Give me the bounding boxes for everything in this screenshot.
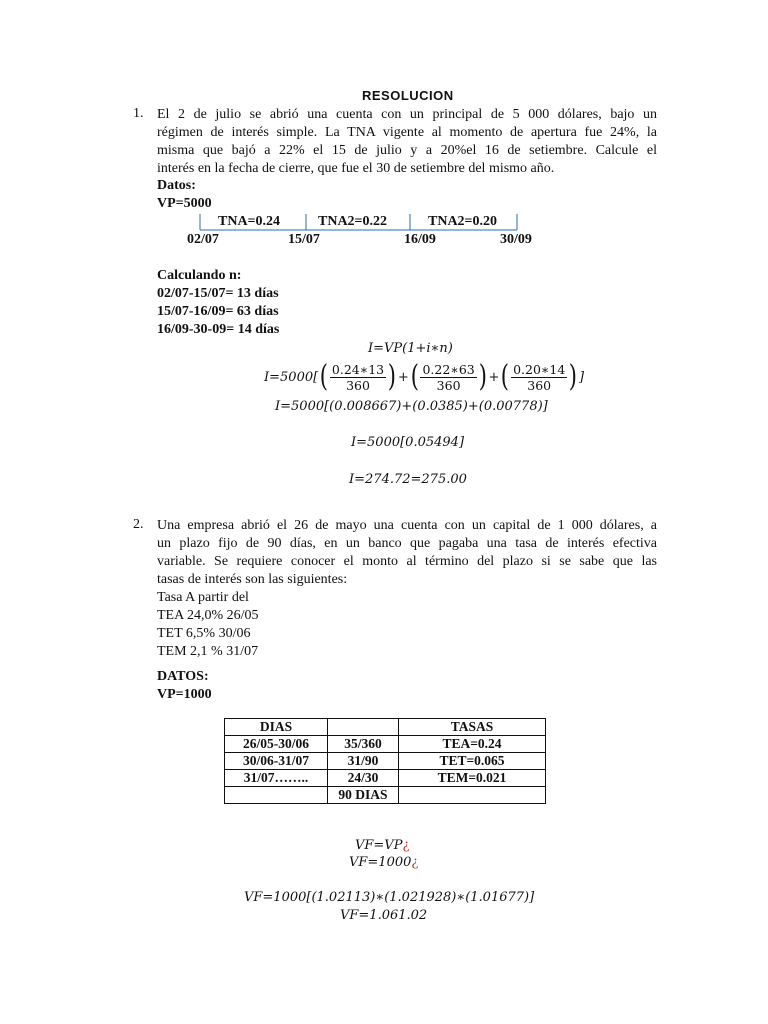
formula-text: VF=1000 — [349, 855, 412, 870]
table-row — [225, 787, 546, 804]
problem-2-number: 2. — [133, 517, 144, 532]
fraction — [511, 362, 567, 393]
problem-1-line: interés en la fecha de cierre, que fue el 30 de setiembre del mismo año. — [157, 161, 555, 176]
table-cell: 31/90 — [328, 753, 399, 770]
timeline-date: 02/07 — [187, 232, 219, 247]
table-cell: 30/06-31/07 — [225, 753, 328, 770]
formula-interest-product: I=5000[0.05494] — [351, 435, 465, 450]
table-cell: 31/07…….. — [225, 770, 328, 787]
problem-1-line: misma que bajó a 22% el 15 de julio y a 20%el 16 de setiembre. Calcule el — [157, 143, 657, 158]
problem-1-number: 1. — [133, 106, 144, 121]
timeline-date: 16/09 — [404, 232, 436, 247]
document-title: RESOLUCION — [362, 88, 454, 103]
formula-future-value — [355, 838, 409, 853]
formula-prefix: I=5000[ — [264, 369, 319, 385]
table-cell: 35/360 — [328, 736, 399, 753]
fraction — [420, 362, 476, 393]
table-cell: 26/05-30/06 — [225, 736, 328, 753]
table-cell: 90 DIAS — [328, 787, 399, 804]
rate-list-item: Tasa A partir del — [157, 590, 249, 605]
vp-value-2: VP=1000 — [157, 687, 212, 702]
formula-text: VF=VP — [355, 838, 403, 853]
problem-2-line: Una empresa abrió el 26 de mayo una cuenta con un capital de 1 000 dólares, a — [157, 518, 657, 533]
fraction-numerator: 0.20∗14 — [513, 361, 566, 377]
rate-list-item: TEM 2,1 % 31/07 — [157, 644, 259, 659]
formula-future-value-product: VF=1000[(1.02113)∗(1.021928)∗(1.01677)] — [244, 890, 535, 905]
table-cell: TEA=0.24 — [399, 736, 546, 753]
formula-interest-result: I=274.72=275.00 — [349, 472, 467, 487]
datos-label: Datos: — [157, 178, 196, 193]
problem-2-statement — [157, 517, 657, 661]
formula-suffix: ] — [579, 369, 585, 385]
period-line: 15/07-16/09= 63 días — [157, 304, 279, 319]
table-cell: TEM=0.021 — [399, 770, 546, 787]
fraction-denominator: 360 — [527, 377, 552, 393]
table-row — [225, 770, 546, 787]
problem-2-line: tasas de interés son las siguientes: — [157, 572, 348, 587]
table-header-row — [225, 719, 546, 736]
problem-2-line: un plazo fijo de 90 días, en un banco que pagaba una tasa de interés efectiva — [157, 536, 657, 551]
timeline-rate: TNA2=0.20 — [428, 214, 498, 229]
timeline-date: 30/09 — [500, 232, 532, 247]
fraction-denominator: 360 — [436, 377, 461, 393]
timeline-rate: TNA2=0.22 — [318, 214, 388, 229]
table-row — [225, 753, 546, 770]
formula-future-value-2 — [349, 855, 418, 870]
problem-1-line: El 2 de julio se abrió una cuenta con un principal de 5 000 dólares, bajo un — [157, 107, 657, 122]
table-header: DIAS — [225, 719, 328, 736]
period-line: 16/09-30-09= 14 días — [157, 322, 280, 337]
fraction-numerator: 0.22∗63 — [422, 361, 475, 377]
table-cell — [399, 787, 546, 804]
rates-table — [224, 718, 546, 804]
rate-list-item: TEA 24,0% 26/05 — [157, 608, 259, 623]
table-cell — [225, 787, 328, 804]
problem-2-line: variable. Se requiere conocer el monto al término del plazo si se sabe que las — [157, 554, 657, 569]
formula-future-value-result: VF=1.061.02 — [340, 908, 428, 923]
table-cell: TET=0.065 — [399, 753, 546, 770]
rate-list-item: TET 6,5% 30/06 — [157, 626, 251, 641]
problem-1-line: régimen de interés simple. La TNA vigente al momento de apertura fue 24%, la — [157, 125, 657, 140]
vp-value: VP=5000 — [157, 196, 212, 211]
calc-label: Calculando n: — [157, 268, 242, 283]
timeline-rate: TNA=0.24 — [218, 214, 281, 229]
formula-mark: ¿ — [411, 855, 419, 870]
timeline-date: 15/07 — [288, 232, 320, 247]
table-header: TASAS — [399, 719, 546, 736]
fraction-numerator: 0.24∗13 — [331, 361, 385, 377]
table-row — [225, 736, 546, 753]
table-cell: 24/30 — [328, 770, 399, 787]
period-line: 02/07-15/07= 13 días — [157, 286, 279, 301]
formula-interest: I=VP(1+i∗n) — [368, 341, 453, 356]
formula-interest-expanded: I=5000[ ( $\frac{0.24∗13}{360}$ ) + ( $\frac{0.22∗63}{360}$ ) + ( $\frac{0.20∗14}{360}$ ) ] — [264, 359, 585, 394]
problem-1-statement — [157, 106, 657, 178]
table-header — [328, 719, 399, 736]
datos-label-2: DATOS: — [157, 669, 209, 684]
formula-mark: ¿ — [402, 838, 410, 853]
fraction — [330, 362, 386, 393]
formula-interest-sum: I=5000[(0.008667)+(0.0385)+(0.00778)] — [275, 399, 548, 414]
fraction-denominator: 360 — [346, 377, 370, 393]
